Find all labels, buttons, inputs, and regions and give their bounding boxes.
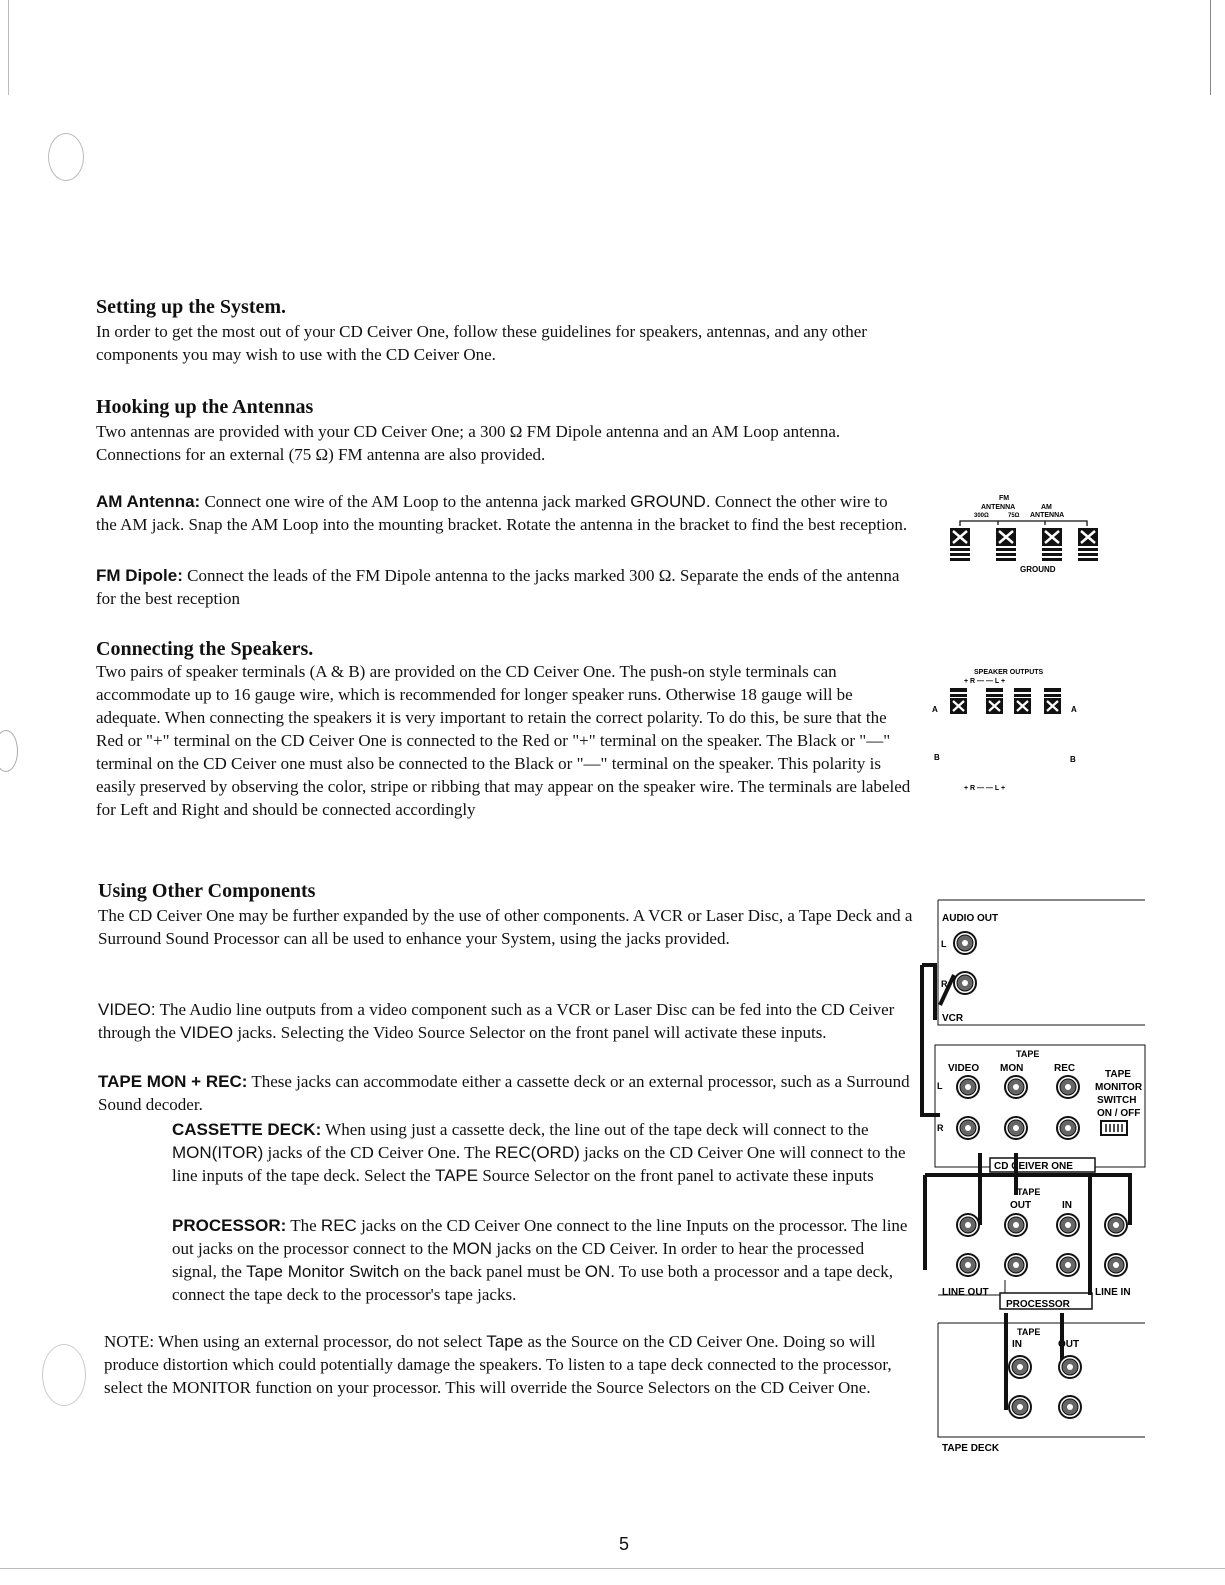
tms-line-1: TAPE [1105,1069,1131,1080]
video-body-1: The Audio line outputs from a video component such as a VCR or Laser Disc can be fed into the CD Ceiver through the [98,1000,895,1042]
video-r-jack [957,1117,979,1139]
connection-diagram [920,895,1155,1460]
video-body-2: jacks. Selecting the Video Source Selector on the front panel will activate these inputs. [233,1023,827,1042]
spk-a-4 [1044,688,1061,714]
proc-out-label: OUT [1010,1200,1032,1211]
rec-r-jack [1057,1117,1079,1139]
note-body-1: When using an external processor, do not select [154,1332,487,1351]
proc-tape-label: TAPE [1017,1187,1041,1197]
cassette-paragraph [172,1118,912,1187]
proc-tape-in-r-jack [1057,1254,1079,1276]
proc-linein-l-jack [1105,1214,1127,1236]
video-paragraph [98,998,913,1044]
tapemon-body: These jacks can accommodate either a cassette deck or an external processor, such as a Surround Sound decoder. [98,1072,910,1114]
video-l-jack [957,1076,979,1098]
tapemon-paragraph [98,1070,913,1116]
speaker-diagram [928,664,1088,794]
components-heading: Using Other Components [98,880,316,902]
note-paragraph [104,1330,914,1399]
deck-out-r-jack [1059,1396,1081,1418]
video-label: VIDEO [948,1063,980,1074]
speaker-b-right: B [1070,755,1076,764]
speaker-a-left: A [932,705,938,714]
speaker-outputs-title: SPEAKER OUTPUTS [974,669,1044,676]
fm-dipole-body: Connect the leads of the FM Dipole antenna to the jacks marked 300 Ω. Separate the ends of the antenna for the best reception [96,566,900,608]
line-out-label: LINE OUT [942,1287,989,1298]
note-body-2: as the Source on the CD Ceiver One. Doing so will produce distortion which could potentially damage the speakers. To listen to a tape deck connected to the processor, select the MONITOR function on your processor. This will override the Source Selectors on the CD Ceiver One. [104,1332,892,1397]
vcr-r-jack [954,972,976,994]
am-label: AM [1041,504,1052,511]
antennas-heading: Hooking up the Antennas [96,396,314,418]
rec-label: REC [1054,1063,1076,1074]
vcr-l-label: L [941,939,947,949]
fm-antenna-label: ANTENNA [981,504,1016,511]
deck-in-label: IN [1012,1339,1022,1350]
setup-body: In order to get the most out of your CD Ceiver One, follow these guidelines for speakers, antennas, and any other components you may wish to use with the CD Ceiver One. [96,322,867,364]
speaker-bottom-polarity: + R — — L + [964,785,1006,792]
bottom-rule [0,1568,1225,1569]
video-keyword: VIDEO [180,1023,234,1042]
tape-top-label: TAPE [1016,1049,1040,1059]
antenna-terminal-3 [1042,528,1062,561]
antenna-diagram [950,492,1100,582]
cassette-body-1: When using just a cassette deck, the line out of the tape deck will connect to the [321,1120,869,1139]
binder-hole-middle [0,730,18,772]
processor-body-5: To use both a processor and a tape deck, connect the tape deck to the processor's tape jacks. [172,1262,893,1304]
spk-a-2 [986,688,1003,714]
deck-tape-label: TAPE [1017,1327,1041,1337]
binder-hole-bottom [42,1344,86,1406]
vcr-l-jack [954,932,976,954]
mon-l-jack [1005,1076,1027,1098]
line-in-label: LINE IN [1095,1287,1131,1298]
binder-hole-top [48,133,84,181]
vcr-r-label: R [941,979,948,989]
page-number: 5 [619,1534,630,1554]
proc-lineout-r-jack [957,1254,979,1276]
proc-lineout-l-jack [957,1214,979,1236]
speaker-a-right: A [1071,705,1077,714]
cassette-body-4: Source Selector on the front panel to activate these inputs [478,1166,874,1185]
vcr-label: VCR [942,1013,964,1024]
deck-in-r-jack [1009,1396,1031,1418]
tape-deck-label: TAPE DECK [942,1443,1000,1454]
processor-label: PROCESSOR [1006,1299,1070,1310]
scan-edge-right [1210,0,1211,95]
note-term: NOTE: [104,1332,155,1351]
deck-out-l-jack [1059,1356,1081,1378]
processor-kw-rec: REC [320,1216,357,1235]
fm-dipole-term: FM Dipole: [96,566,183,585]
speaker-b-left: B [934,753,940,762]
am-antenna-label: ANTENNA [1030,512,1065,519]
tapemon-term: TAPE MON + REC: [98,1072,248,1091]
antenna-terminal-1 [950,528,970,561]
speakers-body: Two pairs of speaker terminals (A & B) are provided on the CD Ceiver One. The push-on style terminals can accommodate up to 16 gauge wire, which is recommended for longer speaker runs. Otherwise 18 gauge will be adequate. When connecting the speakers it is very important to retain the correct polarity. To do this, be sure that the Red or "+" terminal on the CD Ceiver One is connected to the Red or "+" terminal on the speaker. The Black or "—" terminal on the CD Ceiver one must also be connected to the Black or "—" terminal on the speaker. This polarity is easily preserved by observing the color, stripe or ribbing that may appear on the speaker wire. The terminals are labeled for Left and Right and should be connected accordingly [96,662,911,819]
processor-kw-on: ON. [584,1262,615,1281]
audio-out-label: AUDIO OUT [942,913,999,924]
cassette-term: CASSETTE DECK: [172,1120,322,1139]
processor-kw-mon: MON [452,1239,493,1258]
am-antenna-body-2: Connect the other wire to the AM jack. Snap the AM Loop into the mounting bracket. Rotate the antenna in the bracket to find the best reception. [96,492,908,534]
proc-tape-out-r-jack [1005,1254,1027,1276]
tms-line-4: ON / OFF [1097,1108,1141,1119]
cassette-body-2: jacks of the CD Ceiver One. The [263,1143,495,1162]
processor-body-3: jacks on the CD Ceiver. In order to hear the processed signal, the [172,1239,865,1281]
proc-linein-r-jack [1105,1254,1127,1276]
fm-dipole-paragraph [96,564,911,610]
ground-label: GROUND [1020,565,1056,574]
cassette-kw-rec: REC(ORD) [494,1143,580,1162]
tms-line-3: SWITCH [1097,1095,1137,1106]
deck-out-label: OUT [1058,1339,1080,1350]
ohm75-label: 75Ω [1008,513,1020,519]
am-ground-keyword: GROUND. [630,492,711,511]
antenna-terminal-2 [996,528,1016,561]
processor-kw-switch: Tape Monitor Switch [246,1262,400,1281]
fm-label: FM [999,495,1010,502]
tms-line-2: MONITOR [1095,1082,1143,1093]
deck-in-l-jack [1009,1356,1031,1378]
video-term: VIDEO: [98,1000,156,1019]
antennas-body: Two antennas are provided with your CD Ceiver One; a 300 Ω FM Dipole antenna and an AM Loop antenna. Connections for an external (75 Ω) FM antenna are also provided. [96,422,841,464]
speaker-top-polarity: + R — — L + [964,678,1006,685]
note-kw-tape: Tape [486,1332,524,1351]
cd-l-label: L [937,1081,943,1091]
cassette-body-3: jacks on the CD Ceiver One will connect to the line inputs of the tape deck. Select the [172,1143,906,1185]
proc-tape-out-l-jack [1005,1214,1027,1236]
components-body: The CD Ceiver One may be further expanded by the use of other components. A VCR or Laser Disc, a Tape Deck and a Surround Sound Processor can all be used to enhance your System, using the jacks provided. [98,906,913,948]
scan-edge-left [8,0,9,95]
antenna-terminal-4 [1078,528,1098,561]
proc-tape-in-l-jack [1057,1214,1079,1236]
cd-r-label: R [937,1123,944,1133]
processor-term: PROCESSOR: [172,1216,287,1235]
am-antenna-body: Connect one wire of the AM Loop to the antenna jack marked [200,492,631,511]
cassette-kw-mon: MON(ITOR) [172,1143,264,1162]
spk-a-3 [1014,688,1031,714]
proc-in-label: IN [1062,1200,1072,1211]
rec-l-jack [1057,1076,1079,1098]
mon-r-jack [1005,1117,1027,1139]
ohm300-label: 300Ω [974,513,989,519]
processor-body-4: on the back panel must be [399,1262,585,1281]
processor-paragraph [172,1214,912,1306]
speakers-heading: Connecting the Speakers. [96,638,314,660]
processor-body-2: jacks on the CD Ceiver One connect to the line Inputs on the processor. The line out jacks on the processor connect to the [172,1216,908,1258]
setup-heading: Setting up the System. [96,296,287,318]
cassette-kw-tape: TAPE [434,1166,479,1185]
processor-body-1: The [286,1216,321,1235]
spk-a-1 [950,688,967,714]
mon-label: MON [1000,1063,1024,1074]
am-antenna-term: AM Antenna: [96,492,201,511]
cd-ceiver-one-label: CD CEIVER ONE [994,1161,1073,1172]
am-antenna-paragraph [96,490,911,536]
